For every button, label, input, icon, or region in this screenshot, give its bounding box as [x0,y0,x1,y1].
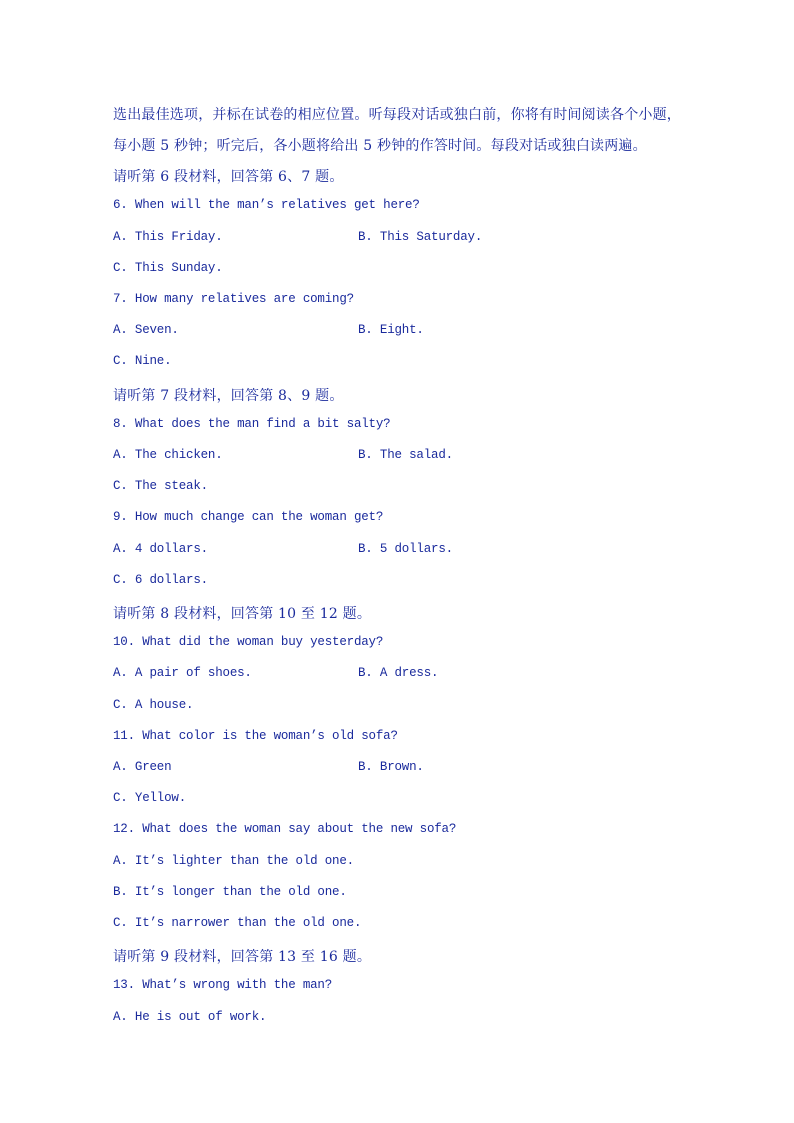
option-a: A. It’s lighter than the old one. [113,854,354,868]
question-6: 6. When will the man’s relatives get here? [113,198,420,212]
section-heading: 请听第 8 段材料，回答第 10 至 12 题。 [113,606,372,622]
option-c: C. Nine. [113,354,172,368]
option-b: B. 5 dollars. [358,542,453,556]
option-a: A. Seven. [113,323,179,337]
option-b: B. A dress. [358,666,439,680]
option-a: A. 4 dollars. [113,542,208,556]
question-12: 12. What does the woman say about the new sofa? [113,822,457,836]
question-8: 8. What does the man find a bit salty? [113,417,391,431]
option-b: B. It’s longer than the old one. [113,885,347,899]
option-a: A. A pair of shoes. [113,666,252,680]
option-a: A. He is out of work. [113,1010,267,1024]
options-row [0,666,794,684]
option-c: C. A house. [113,698,194,712]
question-7: 7. How many relatives are coming? [113,292,354,306]
options-row [0,230,794,248]
option-a: A. This Friday. [113,230,223,244]
option-b: B. This Saturday. [358,230,483,244]
option-b: B. The salad. [358,448,453,462]
option-a: A. Green [113,760,172,774]
option-c: C. It’s narrower than the old one. [113,916,362,930]
instruction-line-2: 每小题 5 秒钟；听完后，各小题将给出 5 秒钟的作答时间。每段对话或独白读两遍。 [113,138,647,154]
section-heading: 请听第 9 段材料，回答第 13 至 16 题。 [113,949,372,965]
options-row [0,760,794,778]
instruction-line-1: 选出最佳选项，并标在试卷的相应位置。听每段对话或独白前，你将有时间阅读各个小题， [113,107,681,123]
options-row [0,323,794,341]
question-10: 10. What did the woman buy yesterday? [113,635,384,649]
section-heading: 请听第 7 段材料，回答第 8、9 题。 [113,388,344,404]
options-row [0,542,794,560]
options-row [0,448,794,466]
option-c: C. The steak. [113,479,208,493]
question-13: 13. What’s wrong with the man? [113,978,333,992]
option-b: B. Eight. [358,323,424,337]
option-a: A. The chicken. [113,448,223,462]
section-heading: 请听第 6 段材料，回答第 6、7 题。 [113,169,344,185]
option-c: C. 6 dollars. [113,573,208,587]
option-b: B. Brown. [358,760,424,774]
question-11: 11. What color is the woman’s old sofa? [113,729,398,743]
option-c: C. Yellow. [113,791,187,805]
option-c: C. This Sunday. [113,261,223,275]
question-9: 9. How much change can the woman get? [113,510,384,524]
